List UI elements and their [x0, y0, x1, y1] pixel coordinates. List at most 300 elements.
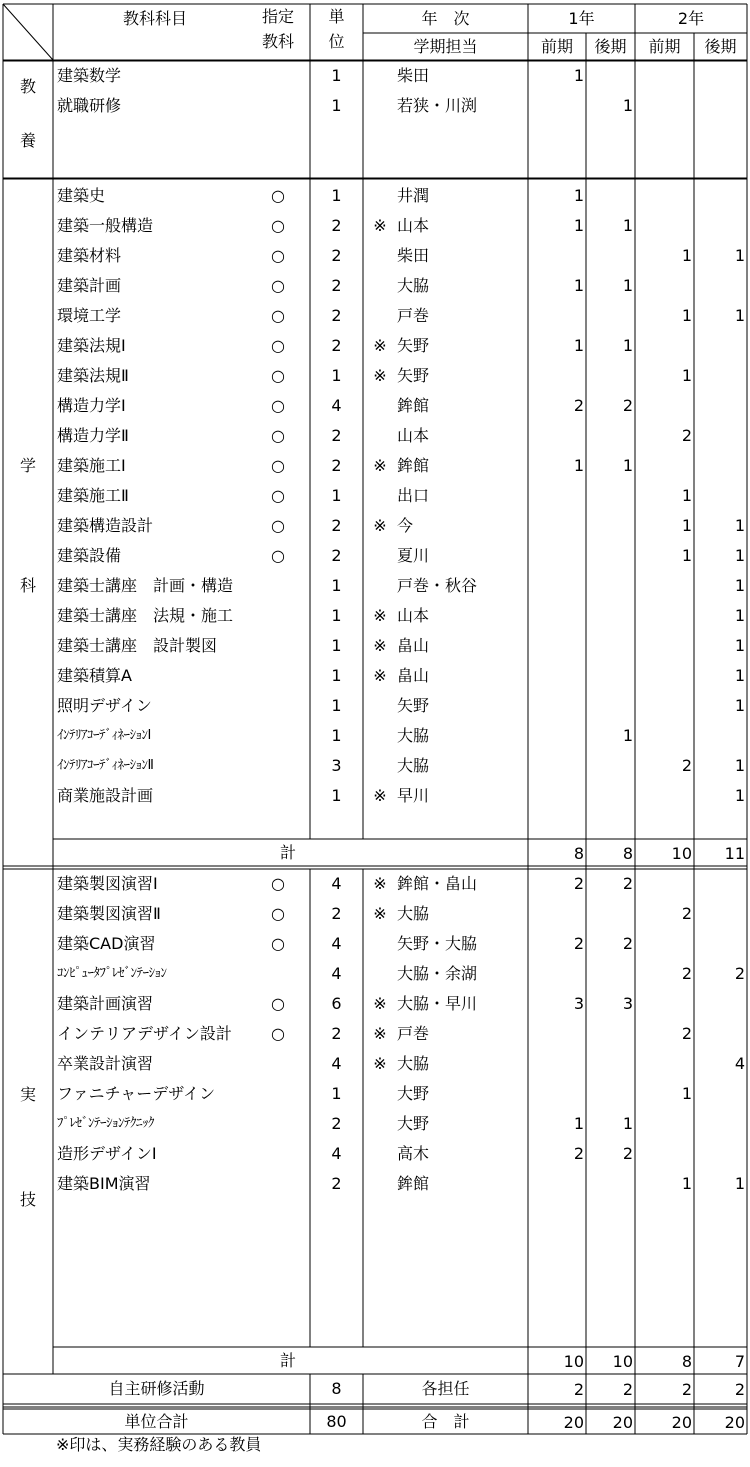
category-gakka-2: 科: [19, 576, 36, 595]
category-jitsugi-2: 技: [19, 1190, 36, 1209]
gakka-row-subject: 環境工学: [57, 306, 122, 325]
gakka-row-y1-kouki: [586, 361, 633, 391]
gakka-row-y1-zenki: 1: [573, 336, 584, 355]
jitsugi-row-credits: 4: [331, 1054, 342, 1073]
jitsugi-row-y1-kouki: [586, 899, 633, 929]
kyouyou-row-y2-zenki: [635, 61, 692, 91]
jitsugi-row-subject: 建築BIM演習: [57, 1174, 151, 1193]
jitsugi-row-credits: 6: [331, 994, 342, 1013]
jitsugi-row-y2-zenki: 1: [681, 1084, 692, 1103]
gakka-row-designated-mark: ○: [271, 486, 285, 505]
gakka-row-credits: 1: [331, 606, 342, 625]
jitsugi-row-y1-zenki: [528, 959, 584, 989]
gakka-row-y1-zenki: [528, 511, 584, 541]
kyouyou-row-y2-kouki: [694, 61, 745, 91]
gakka-row-y1-kouki: [586, 631, 633, 661]
gakka-row-y2-kouki: [694, 721, 745, 751]
jitsugi-row-y1-zenki: [528, 899, 584, 929]
gakka-total-y2-zenki: 10: [671, 844, 692, 863]
gakka-row-teacher: 戸巻・秋谷: [397, 576, 478, 595]
jitsugi-total-y2-kouki: 7: [734, 1352, 745, 1371]
gakka-row-teacher: 矢野: [397, 366, 430, 385]
gakka-row-practitioner-mark: ※: [373, 786, 387, 805]
gakka-row-credits: 1: [331, 786, 342, 805]
gakka-row-practitioner-mark: ※: [373, 516, 387, 535]
jishu-row-credits: 8: [331, 1379, 342, 1398]
gakka-row-y1-zenki: 2: [573, 396, 584, 415]
gakka-row-y2-zenki: 1: [681, 246, 692, 265]
jitsugi-row-credits: 2: [331, 1024, 342, 1043]
jitsugi-row-y2-zenki: 2: [681, 964, 692, 983]
gakka-total-y1-kouki: 8: [622, 844, 633, 863]
gakka-row-practitioner-mark: ※: [373, 606, 387, 625]
gakka-row-teacher: 矢野: [397, 336, 430, 355]
category-jitsugi-1: 実: [19, 1085, 36, 1104]
gakka-row-teacher: 井潤: [397, 186, 430, 205]
gakka-row-y2-zenki: 1: [681, 516, 692, 535]
gakka-row-y2-kouki: [694, 181, 745, 211]
gakka-row-credits: 1: [331, 726, 342, 745]
header-credit-2: 位: [328, 32, 345, 51]
gakka-row-teacher: 山本: [397, 426, 430, 445]
gakka-row-y1-zenki: [528, 691, 584, 721]
jitsugi-row-subject: 造形デザインⅠ: [57, 1144, 157, 1163]
jishu-row-teacher: 各担任: [421, 1379, 470, 1398]
jitsugi-row-y2-kouki: [694, 929, 745, 959]
gakka-row-credits: 2: [331, 516, 342, 535]
gakka-row-credits: 2: [331, 216, 342, 235]
gakka-row-credits: 1: [331, 666, 342, 685]
gakka-row-credits: 1: [331, 576, 342, 595]
gakka-row-designated-mark: ○: [271, 516, 285, 535]
gakka-row-y2-zenki: 1: [681, 366, 692, 385]
gakka-row-y1-kouki: [586, 481, 633, 511]
gakka-row-subject: 建築計画: [57, 276, 122, 295]
header-credit-1: 単: [328, 7, 345, 26]
gakka-row-subject: 建築構造設計: [57, 516, 154, 535]
jitsugi-row-subject: 建築製図演習Ⅱ: [57, 904, 161, 923]
gakka-row-teacher: 大脇: [397, 756, 430, 775]
jitsugi-row-y1-zenki: 2: [573, 1144, 584, 1163]
jitsugi-row-teacher: 大脇: [397, 1054, 430, 1073]
gakka-row-subject: 商業施設計画: [57, 786, 154, 805]
jitsugi-row-credits: 4: [331, 964, 342, 983]
jitsugi-row-designated-mark: ○: [271, 934, 285, 953]
gakka-row-y1-kouki: [586, 661, 633, 691]
kyouyou-row-credits: 1: [331, 96, 342, 115]
gakka-row-y2-kouki: [694, 451, 745, 481]
gakka-row-y2-zenki: [635, 451, 692, 481]
gakka-row-credits: 4: [331, 396, 342, 415]
jitsugi-row-y1-kouki: [586, 1169, 633, 1199]
gakka-row-y2-zenki: [635, 391, 692, 421]
jitsugi-row-y2-kouki: [694, 1019, 745, 1049]
gakka-row-y2-zenki: 1: [681, 306, 692, 325]
gakka-row-practitioner-mark: ※: [373, 216, 387, 235]
gakka-row-y1-kouki: 1: [622, 726, 633, 745]
gakka-row-teacher: 今: [397, 516, 414, 535]
header-teacher: 学期担当: [413, 37, 478, 56]
jishu-row-y2-zenki: 2: [681, 1380, 692, 1399]
header-designated-1: 指定: [261, 7, 294, 26]
gakka-row-designated-mark: ○: [271, 396, 285, 415]
jitsugi-row-subject: 卒業設計演習: [57, 1054, 154, 1073]
jitsugi-row-credits: 4: [331, 934, 342, 953]
jitsugi-row-credits: 2: [331, 904, 342, 923]
gakka-row-teacher: 畠山: [397, 636, 430, 655]
gakka-row-teacher: 戸巻: [397, 306, 430, 325]
jitsugi-row-teacher: 大脇・余湖: [397, 964, 478, 983]
gakka-row-designated-mark: ○: [271, 366, 285, 385]
gakka-row-subject: 建築士講座 設計製図: [57, 636, 218, 655]
gakka-row-y2-kouki: [694, 481, 745, 511]
jitsugi-row-y1-kouki: [586, 959, 633, 989]
grand-total-row-teacher: 合 計: [421, 1412, 470, 1431]
gakka-row-y2-zenki: 2: [681, 756, 692, 775]
gakka-row-practitioner-mark: ※: [373, 636, 387, 655]
kyouyou-row-y2-zenki: [635, 91, 692, 121]
jitsugi-row-y1-kouki: [586, 1079, 633, 1109]
gakka-row-y1-zenki: [528, 631, 584, 661]
gakka-row-teacher: 出口: [397, 486, 430, 505]
grand-total-row-y1-zenki: 20: [563, 1413, 584, 1432]
gakka-row-y2-zenki: [635, 571, 692, 601]
gakka-row-credits: 1: [331, 186, 342, 205]
jitsugi-total-label: 計: [279, 1351, 296, 1370]
jitsugi-row-y1-kouki: 2: [622, 934, 633, 953]
gakka-row-credits: 1: [331, 366, 342, 385]
kyouyou-row-teacher: 若狭・川渕: [397, 96, 478, 115]
jitsugi-row-y1-kouki: [586, 1049, 633, 1079]
jitsugi-row-subject: 建築計画演習: [57, 994, 154, 1013]
gakka-row-subject: 建築士講座 法規・施工: [57, 606, 234, 625]
gakka-row-y1-zenki: [528, 661, 584, 691]
gakka-row-y1-kouki: [586, 601, 633, 631]
gakka-row-y1-zenki: [528, 481, 584, 511]
gakka-row-credits: 1: [331, 636, 342, 655]
jishu-row-label: 自主研修活動: [108, 1379, 205, 1398]
gakka-row-subject: 建築設備: [57, 546, 122, 565]
jitsugi-total-y1-zenki: 10: [563, 1352, 584, 1371]
gakka-row-y2-zenki: 1: [681, 486, 692, 505]
gakka-row-y1-zenki: [528, 541, 584, 571]
jitsugi-row-subject: ｺﾝﾋﾟｭｰﾀﾌﾟﾚｾﾞﾝﾃｰｼｮﾝ: [57, 966, 167, 981]
jitsugi-total-y1-kouki: 10: [612, 1352, 633, 1371]
gakka-row-y1-kouki: 1: [622, 456, 633, 475]
gakka-row-designated-mark: ○: [271, 426, 285, 445]
gakka-row-subject: 建築一般構造: [57, 216, 154, 235]
gakka-row-y1-zenki: [528, 601, 584, 631]
gakka-row-y2-zenki: [635, 691, 692, 721]
grand-total-row-y2-zenki: 20: [671, 1413, 692, 1432]
gakka-row-y1-kouki: [586, 751, 633, 781]
jitsugi-row-y1-kouki: 2: [622, 1144, 633, 1163]
gakka-total-y1-zenki: 8: [573, 844, 584, 863]
gakka-row-y1-kouki: 1: [622, 276, 633, 295]
gakka-row-subject: ｲﾝﾃﾘｱｺｰﾃﾞｨﾈｰｼｮﾝⅡ: [57, 758, 154, 773]
gakka-row-subject: 建築材料: [57, 246, 122, 265]
grand-total-row-credits: 80: [326, 1412, 347, 1431]
gakka-total-label: 計: [279, 843, 296, 862]
category-kyouyou-2: 養: [19, 131, 36, 150]
gakka-row-subject: 構造力学Ⅱ: [57, 426, 129, 445]
gakka-row-designated-mark: ○: [271, 306, 285, 325]
gakka-total-y2-kouki: 11: [724, 844, 745, 863]
gakka-row-designated-mark: ○: [271, 246, 285, 265]
gakka-row-y2-zenki: [635, 181, 692, 211]
kyouyou-row-y1-kouki: [586, 61, 633, 91]
gakka-row-designated-mark: ○: [271, 186, 285, 205]
kyouyou-row-teacher: 柴田: [397, 66, 430, 85]
gakka-row-y1-kouki: [586, 181, 633, 211]
gakka-row-teacher: 矢野: [397, 696, 430, 715]
jitsugi-row-y2-zenki: 2: [681, 1024, 692, 1043]
jitsugi-row-credits: 1: [331, 1084, 342, 1103]
jitsugi-row-subject: ﾌﾟﾚｾﾞﾝﾃｰｼｮﾝﾃｸﾆｯｸ: [57, 1116, 154, 1131]
gakka-row-y2-zenki: [635, 631, 692, 661]
gakka-row-credits: 2: [331, 336, 342, 355]
gakka-row-subject: 建築施工Ⅱ: [57, 486, 129, 505]
gakka-row-teacher: 早川: [397, 786, 430, 805]
gakka-row-credits: 2: [331, 306, 342, 325]
gakka-row-teacher: 鉾館: [397, 396, 430, 415]
gakka-row-y1-zenki: [528, 571, 584, 601]
jitsugi-row-y1-kouki: [586, 1019, 633, 1049]
gakka-row-subject: ｲﾝﾃﾘｱｺｰﾃﾞｨﾈｰｼｮﾝⅠ: [57, 728, 151, 743]
gakka-row-y2-kouki: [694, 331, 745, 361]
gakka-row-y2-zenki: [635, 721, 692, 751]
gakka-row-teacher: 夏川: [397, 546, 430, 565]
jitsugi-row-y1-kouki: 2: [622, 874, 633, 893]
gakka-row-y1-zenki: 1: [573, 216, 584, 235]
gakka-row-y1-kouki: [586, 511, 633, 541]
jitsugi-row-y2-kouki: 4: [734, 1054, 745, 1073]
grand-total-row-y1-kouki: 20: [612, 1413, 633, 1432]
gakka-row-y2-zenki: [635, 601, 692, 631]
kyouyou-row-subject: 建築数学: [57, 66, 122, 85]
jitsugi-row-y2-zenki: [635, 1109, 692, 1139]
gakka-row-y2-kouki: 1: [734, 666, 745, 685]
gakka-row-subject: 照明デザイン: [57, 696, 152, 715]
gakka-row-practitioner-mark: ※: [373, 336, 387, 355]
gakka-row-y2-kouki: [694, 211, 745, 241]
kyouyou-row-subject: 就職研修: [57, 96, 122, 115]
gakka-row-y2-kouki: [694, 421, 745, 451]
gakka-row-teacher: 大脇: [397, 726, 430, 745]
gakka-row-y2-kouki: [694, 271, 745, 301]
jitsugi-row-credits: 2: [331, 1114, 342, 1133]
jitsugi-row-y1-zenki: [528, 1079, 584, 1109]
jitsugi-row-y2-zenki: [635, 989, 692, 1019]
gakka-row-y1-kouki: [586, 781, 633, 811]
jitsugi-row-practitioner-mark: ※: [373, 994, 387, 1013]
gakka-row-y2-kouki: 1: [734, 786, 745, 805]
gakka-row-y1-kouki: [586, 571, 633, 601]
jitsugi-row-y2-zenki: [635, 1049, 692, 1079]
gakka-row-y1-zenki: [528, 721, 584, 751]
gakka-row-y1-kouki: [586, 691, 633, 721]
gakka-row-credits: 2: [331, 456, 342, 475]
jitsugi-row-credits: 2: [331, 1174, 342, 1193]
category-kyouyou-1: 教: [19, 77, 36, 96]
jitsugi-row-y1-kouki: 3: [622, 994, 633, 1013]
gakka-row-subject: 建築法規Ⅰ: [57, 336, 126, 355]
gakka-row-subject: 建築積算A: [57, 666, 132, 685]
grid-line: [3, 4, 53, 60]
gakka-row-teacher: 鉾館: [397, 456, 430, 475]
jitsugi-row-subject: 建築CAD演習: [57, 934, 156, 953]
gakka-row-y2-zenki: [635, 211, 692, 241]
jitsugi-row-y2-kouki: 1: [734, 1174, 745, 1193]
jitsugi-row-y2-kouki: [694, 1139, 745, 1169]
gakka-row-y2-zenki: [635, 661, 692, 691]
header-year: 年 次: [421, 9, 470, 28]
jitsugi-row-y2-kouki: [694, 869, 745, 899]
gakka-row-y2-zenki: [635, 271, 692, 301]
jitsugi-row-y1-zenki: 1: [573, 1114, 584, 1133]
gakka-row-teacher: 大脇: [397, 276, 430, 295]
jitsugi-row-teacher: 鉾館・畠山: [397, 874, 478, 893]
gakka-row-y1-zenki: 1: [573, 456, 584, 475]
gakka-row-y2-zenki: 2: [681, 426, 692, 445]
grand-total-row-label: 単位合計: [124, 1412, 189, 1431]
jishu-row-y1-kouki: 2: [622, 1380, 633, 1399]
gakka-row-teacher: 柴田: [397, 246, 430, 265]
jitsugi-row-y2-kouki: [694, 1109, 745, 1139]
gakka-row-credits: 2: [331, 276, 342, 295]
gakka-row-y2-kouki: 1: [734, 636, 745, 655]
gakka-row-credits: 1: [331, 696, 342, 715]
jitsugi-row-designated-mark: ○: [271, 994, 285, 1013]
jitsugi-row-subject: 建築製図演習Ⅰ: [57, 874, 158, 893]
jitsugi-row-y2-kouki: 2: [734, 964, 745, 983]
jitsugi-row-y1-zenki: 2: [573, 934, 584, 953]
kyouyou-row-credits: 1: [331, 66, 342, 85]
jitsugi-row-y2-kouki: [694, 1079, 745, 1109]
gakka-row-credits: 2: [331, 546, 342, 565]
gakka-row-y1-zenki: [528, 301, 584, 331]
jitsugi-row-y1-zenki: [528, 1019, 584, 1049]
gakka-row-y1-kouki: [586, 421, 633, 451]
header-subject: 教科科目: [122, 9, 187, 28]
gakka-row-y1-zenki: [528, 751, 584, 781]
gakka-row-designated-mark: ○: [271, 546, 285, 565]
jitsugi-row-teacher: 高木: [397, 1144, 430, 1163]
gakka-row-y1-kouki: [586, 541, 633, 571]
jishu-row-y2-kouki: 2: [734, 1380, 745, 1399]
gakka-row-y2-kouki: 1: [734, 696, 745, 715]
header-y2-zenki: 前期: [648, 37, 681, 56]
gakka-row-y2-zenki: [635, 331, 692, 361]
jitsugi-row-y1-kouki: 1: [622, 1114, 633, 1133]
jitsugi-row-practitioner-mark: ※: [373, 1024, 387, 1043]
gakka-row-y2-zenki: [635, 781, 692, 811]
gakka-row-y2-kouki: 1: [734, 306, 745, 325]
gakka-row-y1-zenki: [528, 361, 584, 391]
jitsugi-row-teacher: 大脇・早川: [397, 994, 478, 1013]
jitsugi-row-teacher: 大野: [397, 1114, 430, 1133]
jitsugi-total-y2-zenki: 8: [681, 1352, 692, 1371]
jitsugi-row-y1-zenki: [528, 1049, 584, 1079]
jitsugi-row-teacher: 大野: [397, 1084, 430, 1103]
gakka-row-credits: 1: [331, 486, 342, 505]
gakka-row-y1-zenki: 1: [573, 186, 584, 205]
gakka-row-subject: 建築法規Ⅱ: [57, 366, 129, 385]
gakka-row-teacher: 畠山: [397, 666, 430, 685]
jitsugi-row-y2-zenki: 1: [681, 1174, 692, 1193]
jitsugi-row-y2-zenki: 2: [681, 904, 692, 923]
gakka-row-designated-mark: ○: [271, 336, 285, 355]
jitsugi-row-designated-mark: ○: [271, 904, 285, 923]
gakka-row-y2-kouki: 1: [734, 576, 745, 595]
header-y1-kouki: 後期: [594, 37, 627, 56]
gakka-row-y2-kouki: 1: [734, 756, 745, 775]
header-y2-kouki: 後期: [704, 37, 737, 56]
gakka-row-y2-kouki: [694, 361, 745, 391]
jitsugi-row-practitioner-mark: ※: [373, 874, 387, 893]
gakka-row-practitioner-mark: ※: [373, 456, 387, 475]
jitsugi-row-y1-zenki: 2: [573, 874, 584, 893]
jitsugi-row-designated-mark: ○: [271, 874, 285, 893]
jitsugi-row-subject: ファニチャーデザイン: [57, 1084, 216, 1103]
gakka-row-credits: 2: [331, 426, 342, 445]
jitsugi-row-teacher: 戸巻: [397, 1024, 430, 1043]
gakka-row-y1-kouki: 1: [622, 336, 633, 355]
gakka-row-subject: 建築士講座 計画・構造: [57, 576, 234, 595]
header-year1: 1年: [568, 9, 595, 28]
jitsugi-row-y2-zenki: [635, 1139, 692, 1169]
gakka-row-subject: 建築史: [57, 186, 106, 205]
header-year2: 2年: [677, 9, 705, 28]
gakka-row-y2-kouki: 1: [734, 516, 745, 535]
gakka-row-subject: 建築施工Ⅰ: [57, 456, 126, 475]
footnote: ※印は、実務経験のある教員: [56, 1435, 262, 1454]
jitsugi-row-y2-kouki: [694, 899, 745, 929]
gakka-row-y1-kouki: 1: [622, 216, 633, 235]
jitsugi-row-designated-mark: ○: [271, 1024, 285, 1043]
jitsugi-row-subject: インテリアデザイン設計: [57, 1024, 232, 1043]
kyouyou-row-y1-zenki: 1: [573, 66, 584, 85]
jishu-row-y1-zenki: 2: [573, 1380, 584, 1399]
gakka-row-teacher: 山本: [397, 216, 430, 235]
gakka-row-teacher: 山本: [397, 606, 430, 625]
gakka-row-designated-mark: ○: [271, 216, 285, 235]
jitsugi-row-teacher: 大脇: [397, 904, 430, 923]
gakka-row-y2-kouki: 1: [734, 546, 745, 565]
gakka-row-y2-kouki: 1: [734, 606, 745, 625]
jitsugi-row-y2-kouki: [694, 989, 745, 1019]
header-designated-2: 教科: [261, 32, 294, 51]
gakka-row-y1-kouki: [586, 241, 633, 271]
jitsugi-row-credits: 4: [331, 874, 342, 893]
gakka-row-y2-zenki: 1: [681, 546, 692, 565]
jitsugi-row-teacher: 鉾館: [397, 1174, 430, 1193]
header-y1-zenki: 前期: [540, 37, 573, 56]
gakka-row-credits: 2: [331, 246, 342, 265]
gakka-row-y1-zenki: [528, 421, 584, 451]
gakka-row-y1-kouki: 2: [622, 396, 633, 415]
gakka-row-y1-zenki: [528, 781, 584, 811]
gakka-row-subject: 構造力学Ⅰ: [57, 396, 126, 415]
kyouyou-row-y1-zenki: [528, 91, 584, 121]
gakka-row-y2-kouki: 1: [734, 246, 745, 265]
gakka-row-y1-zenki: [528, 241, 584, 271]
jitsugi-row-practitioner-mark: ※: [373, 904, 387, 923]
gakka-row-designated-mark: ○: [271, 276, 285, 295]
jitsugi-row-y1-zenki: [528, 1169, 584, 1199]
gakka-row-y1-zenki: 1: [573, 276, 584, 295]
gakka-row-y1-kouki: [586, 301, 633, 331]
